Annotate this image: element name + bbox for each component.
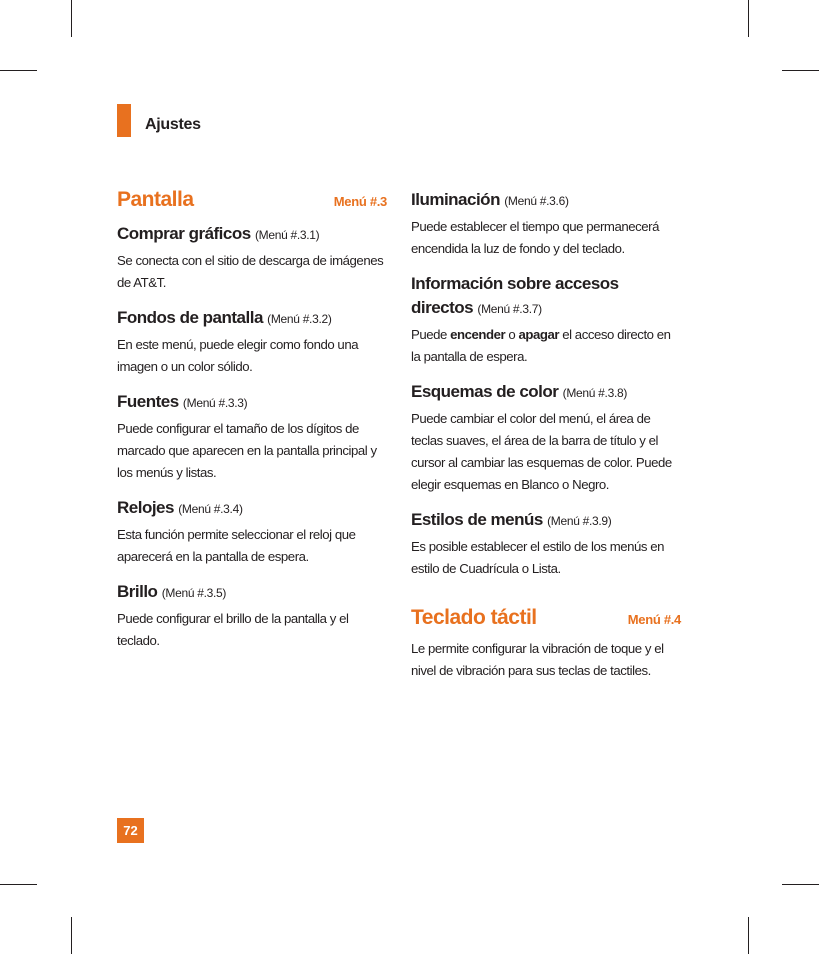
item-title-text: Fuentes [117, 392, 179, 411]
item-title-text: Brillo [117, 582, 158, 601]
section-menu-number: Menú #.4 [627, 612, 681, 627]
crop-mark [782, 70, 819, 71]
body-text: Puede [411, 327, 451, 342]
item-title [411, 508, 681, 533]
item-menu-number: (Menú #.3.5) [161, 586, 227, 600]
item-title [411, 188, 681, 213]
item-title-text: Esquemas de color [411, 382, 559, 401]
crop-mark [748, 917, 749, 954]
body-emphasis: apagar [518, 327, 560, 342]
item-title [117, 496, 387, 521]
item-title-text: Fondos de pantalla [117, 308, 263, 327]
section-heading [411, 606, 681, 630]
item-body: Puede configurar el brillo de la pantalla y el teclado. [117, 611, 349, 648]
item-menu-number: (Menú #.3.1) [254, 228, 320, 242]
crop-mark [0, 70, 37, 71]
crop-mark [782, 884, 819, 885]
right-column [411, 188, 681, 682]
item-body: Puede configurar el tamaño de los dígitos de marcado que aparecen en la pantalla principal y los menús y listas. [117, 421, 377, 480]
item-title-text: Comprar gráficos [117, 224, 251, 243]
page-number: 72 [117, 818, 144, 843]
item-body: Puede establecer el tiempo que permanecerá encendida la luz de fondo y del teclado. [411, 219, 659, 256]
item-title-text: Relojes [117, 498, 174, 517]
item-body: Es posible establecer el estilo de los menús en estilo de Cuadrícula o Lista. [411, 539, 665, 576]
item-title [411, 380, 681, 405]
item-menu-number: (Menú #.3.3) [182, 396, 248, 410]
item-body: Puede cambiar el color del menú, el área de teclas suaves, el área de la barra de título y el cursor al cambiar las esquemas de color. Puede elegir esquemas en Blanco o Negro. [411, 411, 672, 492]
header-accent-bar [117, 104, 131, 137]
item-title-text: Estilos de menús [411, 510, 543, 529]
item-menu-number: (Menú #.3.6) [504, 194, 569, 208]
crop-mark [71, 0, 72, 37]
item-body: Esta función permite seleccionar el reloj que aparecerá en la pantalla de espera. [117, 527, 356, 564]
item-title [117, 222, 387, 247]
item-title [117, 580, 387, 605]
item-title-text: Iluminación [411, 190, 500, 209]
left-column [117, 188, 387, 652]
section-title: Teclado táctil [411, 606, 537, 629]
item-menu-number: (Menú #.3.7) [477, 302, 542, 316]
item-menu-number: (Menú #.3.9) [547, 514, 612, 528]
item-body: En este menú, puede elegir como fondo una imagen o un color sólido. [117, 337, 359, 374]
section-heading [117, 188, 387, 212]
item-body [411, 324, 681, 368]
section-menu-number: Menú #.3 [333, 194, 387, 209]
page-header-title: Ajustes [145, 116, 201, 133]
item-menu-number: (Menú #.3.8) [562, 386, 628, 400]
item-title [411, 272, 681, 321]
item-title [117, 306, 387, 331]
body-text: el acceso directo en la pantalla de espera. [411, 327, 671, 364]
item-title-text: Información sobre accesos directos [411, 274, 619, 317]
body-emphasis: encender [450, 327, 506, 342]
item-body: Le permite configurar la vibración de toque y el nivel de vibración para sus teclas de tactiles. [411, 641, 664, 678]
item-title [117, 390, 387, 415]
item-menu-number: (Menú #.3.4) [178, 502, 243, 516]
crop-mark [748, 0, 749, 37]
crop-mark [0, 884, 37, 885]
body-text: o [505, 327, 519, 342]
item-body: Se conecta con el sitio de descarga de imágenes de AT&T. [117, 253, 384, 290]
item-menu-number: (Menú #.3.2) [267, 312, 332, 326]
crop-mark [71, 917, 72, 954]
section-title: Pantalla [117, 188, 194, 211]
